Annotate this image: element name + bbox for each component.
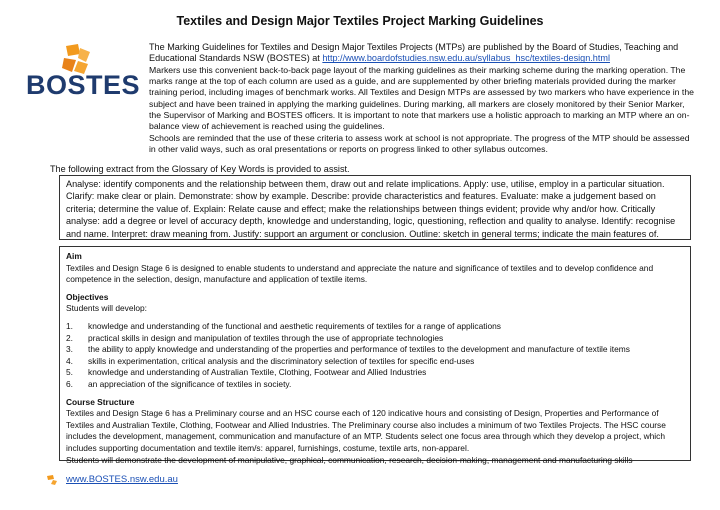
glossary-intro: The following extract from the Glossary of Key Words is provided to assist. [50, 164, 350, 174]
objective-number: 5. [66, 367, 73, 378]
intro-lead-text: The Marking Guidelines for Textiles and Design Major Textiles Projects (MTPs) are published by the Board of Studies, Teaching and Educational Standards NSW (BOSTES) at [149, 42, 679, 64]
objectives-intro: Students will develop: [66, 303, 148, 314]
footer-website-link[interactable]: www.BOSTES.nsw.edu.au [66, 474, 178, 485]
objective-item [66, 321, 684, 333]
objective-number: 1. [66, 320, 73, 331]
objective-text: practical skills in design and manipulation of textiles through the use of appropriate technologies [88, 332, 444, 343]
objective-number: 4. [66, 355, 73, 366]
objective-item [66, 379, 684, 391]
page-title: Textiles and Design Major Textiles Project Marking Guidelines [176, 14, 544, 28]
aim-text: Textiles and Design Stage 6 is designed to enable students to understand and appreciate the nature and significance of textiles and to develop confidence and competence in the selection, design, manufacture and application of textile items. [66, 262, 654, 285]
course-structure-skills: Students will demonstrate the development of manipulative, graphical, communication, research, decision-making, management and manufacturing skills [66, 454, 633, 465]
syllabus-link[interactable]: http://www.boardofstudies.nsw.edu.au/syllabus_hsc/textiles-design.html [322, 53, 610, 64]
glossary-box: Analyse: identify components and the relationship between them, draw out and relate implications. Apply: use, utilise, employ in a particular situation. Clarify: make clear or plain. Demonstrate: show by example. Describe: provide characteristics and features. Evaluate: make a judgement based on criteria; determine the value of. Explain: Relate cause and effect; make the relationships between things evident; provide why and/or how. Critically analyse: add a degree or level of accuracy depth, knowledge and understanding, logic, questioning, reflection and quality to analyse. Identify: recognise and name. Interpret: draw meaning from. Justify: support an argument or conclusion. Outline: sketch in general terms; indicate the main features of. [59, 175, 691, 240]
objective-item [66, 367, 684, 379]
intro-lead [149, 42, 697, 65]
objective-number: 2. [66, 332, 73, 343]
course-info-box [59, 246, 691, 465]
objective-number: 3. [66, 344, 73, 355]
aim-heading: Aim [66, 251, 82, 261]
footer [46, 474, 178, 485]
objective-text: knowledge and understanding of Australian Textile, Clothing, Footwear and Allied Industries [88, 367, 427, 378]
objective-text: knowledge and understanding of the functional and aesthetic requirements of textiles for a range of applications [88, 320, 501, 331]
course-structure-heading: Course Structure [66, 396, 135, 407]
course-structure-text: Textiles and Design Stage 6 has a Preliminary course and an HSC course each of 120 indicative hours and consisting of Design, Properties and Performance of Textiles and Australian Textile, Clothing, Footwear and Allied Industries. The Preliminary course also includes a minimum of two Textiles Projects. The HSC course includes the development, management, communication and manufacture of an MTP. Students select one focus area through which they develop a project, which includes supporting documentation and textile item/s: apparel, furnishings, costume, textile arts, non-apparel. [66, 408, 666, 453]
intro-paragraph-3: Schools are reminded that the use of these criteria to assess work at school is not appropriate. The progress of the MTP should be assessed in other valid ways, such as oral presentations or reports on progress linked to other syllabus outcomes. [149, 132, 690, 154]
objective-item [66, 356, 684, 368]
objective-item [66, 344, 684, 356]
bostes-wordmark: BOSTES [26, 70, 141, 100]
bostes-logo [26, 44, 141, 102]
objectives-list [66, 321, 684, 391]
objectives-heading: Objectives [66, 291, 109, 302]
objective-text: the ability to apply knowledge and understanding of the properties and performance of textiles to the development and manufacture of textile items [88, 344, 630, 355]
intro-paragraph-2: Markers use this convenient back-to-back page layout of the marking guidelines as their marking scheme during the marking operation. The marks range at the top of each column are used as a guide, and are supplemented by other briefing materials provided during the marker training period, including images of benchmark works. All Textiles and Design MTPs are assessed by two markers who have experience in the subject and have been trained in applying the marking guidelines. During marking, all markers are closely monitored by their Senior Marker, the Supervisor of Marking and BOSTES officers. It is important to note that markers use a holistic approach to marking an MTP where an on-balance view of achievement is reached using the guidelines. [149, 64, 695, 132]
bostes-small-mark-icon [46, 475, 58, 485]
objective-text: skills in experimentation, critical analysis and the discriminatory selection of textiles for specific end-uses [88, 355, 475, 366]
objective-item [66, 333, 684, 345]
objective-number: 6. [66, 378, 73, 389]
intro-section [149, 42, 697, 155]
objective-text: an appreciation of the significance of textiles in society. [88, 378, 292, 389]
